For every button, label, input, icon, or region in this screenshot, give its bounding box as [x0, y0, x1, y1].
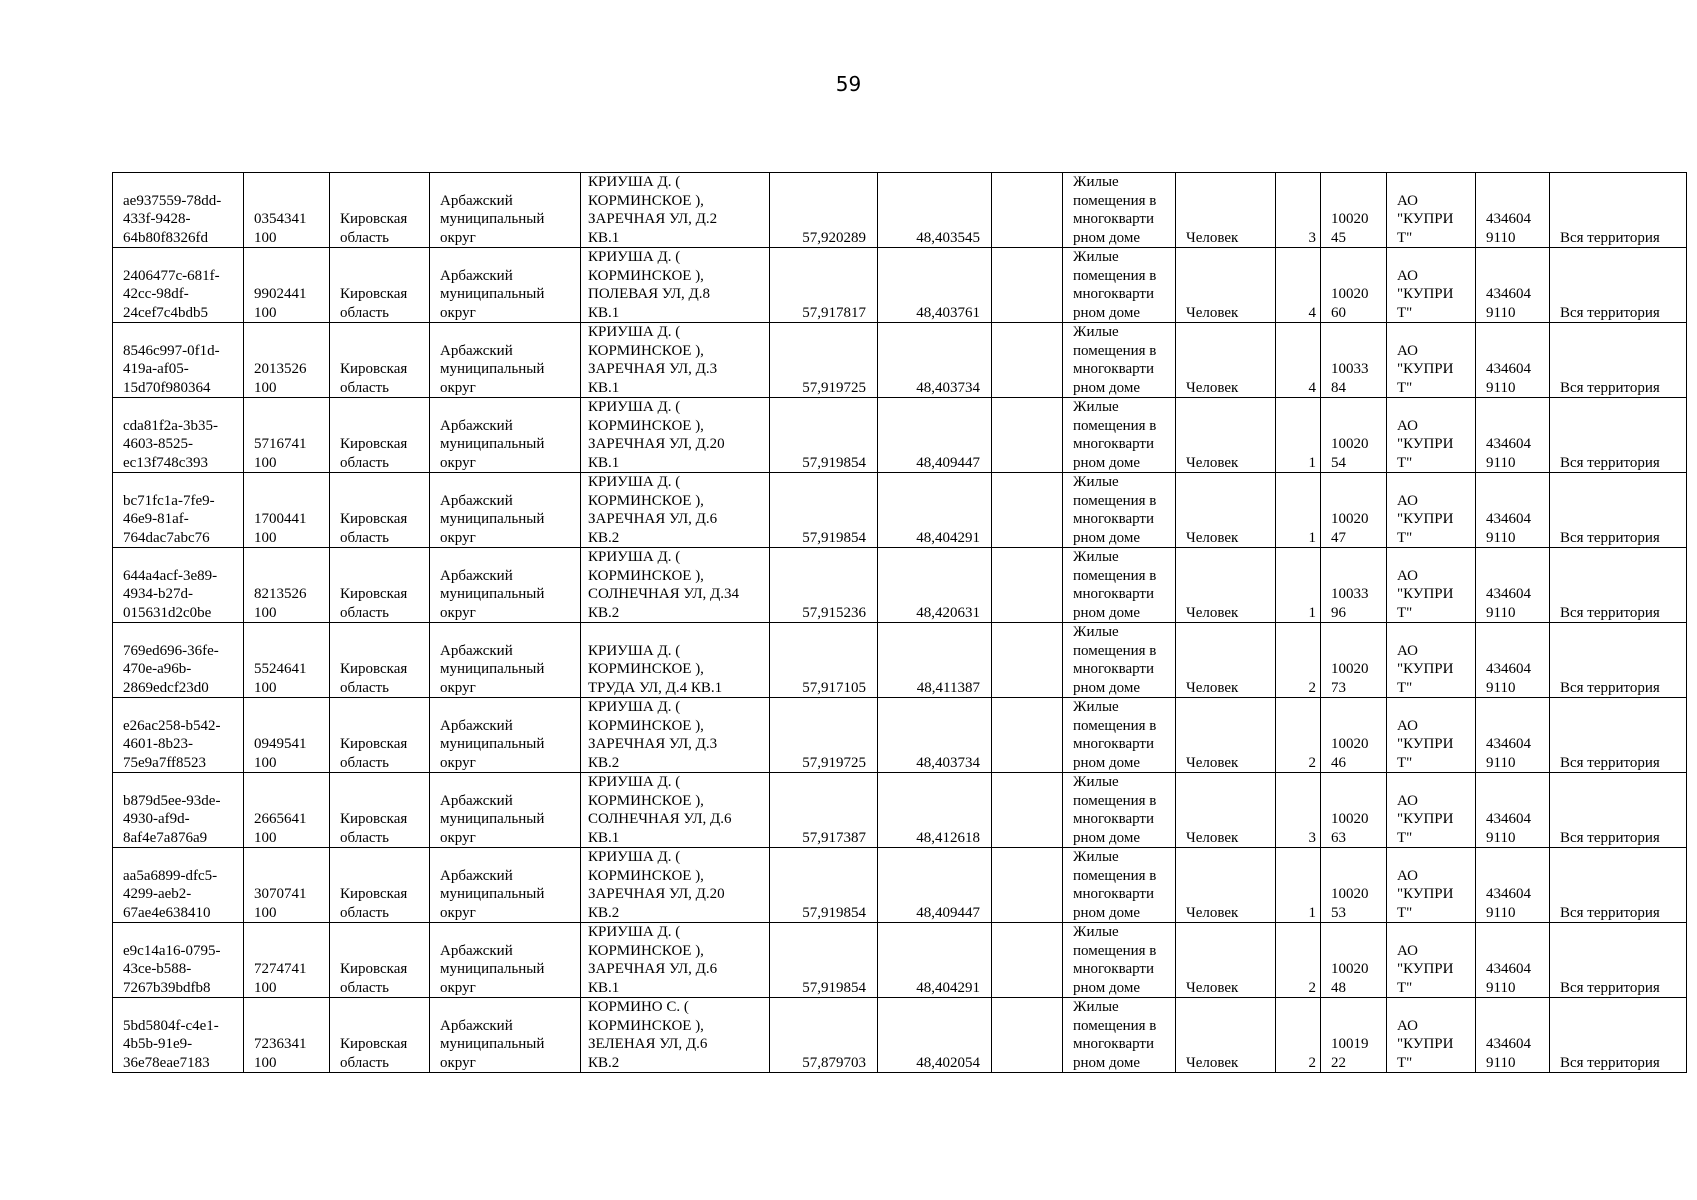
- empty-cell-cell: [992, 848, 1063, 923]
- object-type-cell: Жилые помещения в многокварти рном доме: [1063, 623, 1176, 698]
- organization-cell: АО "КУПРИ Т": [1387, 698, 1476, 773]
- unit-cell: Человек: [1176, 398, 1276, 473]
- address-cell: КРИУША Д. ( КОРМИНСКОЕ ), ЗАРЕЧНАЯ УЛ, Д.6 КВ.1: [581, 923, 770, 998]
- region-cell: Кировская область: [330, 398, 430, 473]
- latitude-cell: 57,879703: [770, 998, 878, 1073]
- record-id-cell: 5bd5804f-c4e1- 4b5b-91e9- 36e78eae7183: [113, 998, 244, 1073]
- record-code-cell: 8213526 100: [244, 548, 330, 623]
- district-cell: Арбажский муниципальный округ: [430, 623, 581, 698]
- inn-cell: 434604 9110: [1476, 473, 1550, 548]
- address-cell: КРИУША Д. ( КОРМИНСКОЕ ), ЗАРЕЧНАЯ УЛ, Д.3 КВ.2: [581, 698, 770, 773]
- fias-code-cell: 10020 73: [1321, 623, 1387, 698]
- region-cell: Кировская область: [330, 323, 430, 398]
- inn-cell: 434604 9110: [1476, 398, 1550, 473]
- table-row: [113, 923, 1687, 998]
- table-row: [113, 173, 1687, 248]
- record-code-cell: 2665641 100: [244, 773, 330, 848]
- resident-count-cell: 4: [1276, 323, 1321, 398]
- territory-cell: Вся территория: [1550, 323, 1687, 398]
- record-code-cell: 2013526 100: [244, 323, 330, 398]
- fias-code-cell: 10020 47: [1321, 473, 1387, 548]
- fias-code-cell: 10020 46: [1321, 698, 1387, 773]
- object-type-cell: Жилые помещения в многокварти рном доме: [1063, 998, 1176, 1073]
- address-cell: КРИУША Д. ( КОРМИНСКОЕ ), ЗАРЕЧНАЯ УЛ, Д.2 КВ.1: [581, 173, 770, 248]
- table-row: [113, 548, 1687, 623]
- table-row: [113, 623, 1687, 698]
- territory-cell: Вся территория: [1550, 173, 1687, 248]
- object-type-cell: Жилые помещения в многокварти рном доме: [1063, 323, 1176, 398]
- organization-cell: АО "КУПРИ Т": [1387, 473, 1476, 548]
- district-cell: Арбажский муниципальный округ: [430, 323, 581, 398]
- territory-cell: Вся территория: [1550, 473, 1687, 548]
- longitude-cell: 48,403545: [878, 173, 992, 248]
- fias-code-cell: 10020 54: [1321, 398, 1387, 473]
- fias-code-cell: 10020 45: [1321, 173, 1387, 248]
- fias-code-cell: 10019 22: [1321, 998, 1387, 1073]
- address-cell: КРИУША Д. ( КОРМИНСКОЕ ), СОЛНЕЧНАЯ УЛ, Д.34 КВ.2: [581, 548, 770, 623]
- empty-cell-cell: [992, 398, 1063, 473]
- record-id-cell: 2406477c-681f- 42cc-98df- 24cef7c4bdb5: [113, 248, 244, 323]
- region-cell: Кировская область: [330, 923, 430, 998]
- inn-cell: 434604 9110: [1476, 623, 1550, 698]
- record-id-cell: e26ac258-b542- 4601-8b23- 75e9a7ff8523: [113, 698, 244, 773]
- longitude-cell: 48,403734: [878, 698, 992, 773]
- inn-cell: 434604 9110: [1476, 848, 1550, 923]
- address-cell: КРИУША Д. ( КОРМИНСКОЕ ), ЗАРЕЧНАЯ УЛ, Д.3 КВ.1: [581, 323, 770, 398]
- table-row: [113, 848, 1687, 923]
- object-type-cell: Жилые помещения в многокварти рном доме: [1063, 473, 1176, 548]
- record-id-cell: cda81f2a-3b35- 4603-8525- ec13f748c393: [113, 398, 244, 473]
- unit-cell: Человек: [1176, 323, 1276, 398]
- territory-cell: Вся территория: [1550, 698, 1687, 773]
- address-cell: КОРМИНО С. ( КОРМИНСКОЕ ), ЗЕЛЕНАЯ УЛ, Д.6 КВ.2: [581, 998, 770, 1073]
- table-row: [113, 473, 1687, 548]
- empty-cell-cell: [992, 623, 1063, 698]
- region-cell: Кировская область: [330, 248, 430, 323]
- region-cell: Кировская область: [330, 698, 430, 773]
- latitude-cell: 57,917105: [770, 623, 878, 698]
- resident-count-cell: 3: [1276, 173, 1321, 248]
- fias-code-cell: 10020 48: [1321, 923, 1387, 998]
- record-code-cell: 7274741 100: [244, 923, 330, 998]
- page-number: 59: [835, 72, 862, 96]
- inn-cell: 434604 9110: [1476, 998, 1550, 1073]
- district-cell: Арбажский муниципальный округ: [430, 173, 581, 248]
- resident-count-cell: 3: [1276, 773, 1321, 848]
- unit-cell: Человек: [1176, 848, 1276, 923]
- table-row: [113, 323, 1687, 398]
- resident-count-cell: 1: [1276, 473, 1321, 548]
- resident-count-cell: 1: [1276, 848, 1321, 923]
- territory-cell: Вся территория: [1550, 248, 1687, 323]
- table-row: [113, 773, 1687, 848]
- object-type-cell: Жилые помещения в многокварти рном доме: [1063, 698, 1176, 773]
- record-code-cell: 0949541 100: [244, 698, 330, 773]
- latitude-cell: 57,919854: [770, 848, 878, 923]
- record-code-cell: 9902441 100: [244, 248, 330, 323]
- address-cell: КРИУША Д. ( КОРМИНСКОЕ ), ТРУДА УЛ, Д.4 КВ.1: [581, 623, 770, 698]
- resident-count-cell: 1: [1276, 548, 1321, 623]
- unit-cell: Человек: [1176, 248, 1276, 323]
- organization-cell: АО "КУПРИ Т": [1387, 848, 1476, 923]
- inn-cell: 434604 9110: [1476, 548, 1550, 623]
- district-cell: Арбажский муниципальный округ: [430, 998, 581, 1073]
- object-type-cell: Жилые помещения в многокварти рном доме: [1063, 398, 1176, 473]
- territory-cell: Вся территория: [1550, 548, 1687, 623]
- latitude-cell: 57,920289: [770, 173, 878, 248]
- empty-cell-cell: [992, 923, 1063, 998]
- region-cell: Кировская область: [330, 773, 430, 848]
- record-id-cell: b879d5ee-93de- 4930-af9d- 8af4e7a876a9: [113, 773, 244, 848]
- empty-cell-cell: [992, 698, 1063, 773]
- district-cell: Арбажский муниципальный округ: [430, 548, 581, 623]
- object-type-cell: Жилые помещения в многокварти рном доме: [1063, 548, 1176, 623]
- longitude-cell: 48,402054: [878, 998, 992, 1073]
- region-cell: Кировская область: [330, 548, 430, 623]
- organization-cell: АО "КУПРИ Т": [1387, 548, 1476, 623]
- address-cell: КРИУША Д. ( КОРМИНСКОЕ ), ПОЛЕВАЯ УЛ, Д.8 КВ.1: [581, 248, 770, 323]
- longitude-cell: 48,412618: [878, 773, 992, 848]
- organization-cell: АО "КУПРИ Т": [1387, 998, 1476, 1073]
- empty-cell-cell: [992, 323, 1063, 398]
- region-cell: Кировская область: [330, 848, 430, 923]
- longitude-cell: 48,409447: [878, 848, 992, 923]
- fias-code-cell: 10020 53: [1321, 848, 1387, 923]
- region-cell: Кировская область: [330, 473, 430, 548]
- organization-cell: АО "КУПРИ Т": [1387, 323, 1476, 398]
- empty-cell-cell: [992, 473, 1063, 548]
- territory-cell: Вся территория: [1550, 848, 1687, 923]
- fias-code-cell: 10033 84: [1321, 323, 1387, 398]
- inn-cell: 434604 9110: [1476, 698, 1550, 773]
- district-cell: Арбажский муниципальный округ: [430, 923, 581, 998]
- unit-cell: Человек: [1176, 473, 1276, 548]
- table-row: [113, 398, 1687, 473]
- unit-cell: Человек: [1176, 773, 1276, 848]
- resident-count-cell: 1: [1276, 398, 1321, 473]
- fias-code-cell: 10020 63: [1321, 773, 1387, 848]
- longitude-cell: 48,420631: [878, 548, 992, 623]
- empty-cell-cell: [992, 773, 1063, 848]
- record-id-cell: ae937559-78dd- 433f-9428- 64b80f8326fd: [113, 173, 244, 248]
- register-table: [112, 172, 1687, 1073]
- empty-cell-cell: [992, 173, 1063, 248]
- inn-cell: 434604 9110: [1476, 323, 1550, 398]
- record-code-cell: 5524641 100: [244, 623, 330, 698]
- record-id-cell: e9c14a16-0795- 43ce-b588- 7267b39bdfb8: [113, 923, 244, 998]
- organization-cell: АО "КУПРИ Т": [1387, 623, 1476, 698]
- district-cell: Арбажский муниципальный округ: [430, 773, 581, 848]
- resident-count-cell: 2: [1276, 998, 1321, 1073]
- latitude-cell: 57,919854: [770, 923, 878, 998]
- longitude-cell: 48,403761: [878, 248, 992, 323]
- resident-count-cell: 4: [1276, 248, 1321, 323]
- resident-count-cell: 2: [1276, 623, 1321, 698]
- fias-code-cell: 10020 60: [1321, 248, 1387, 323]
- latitude-cell: 57,917387: [770, 773, 878, 848]
- organization-cell: АО "КУПРИ Т": [1387, 398, 1476, 473]
- address-cell: КРИУША Д. ( КОРМИНСКОЕ ), ЗАРЕЧНАЯ УЛ, Д.20 КВ.2: [581, 848, 770, 923]
- record-code-cell: 7236341 100: [244, 998, 330, 1073]
- unit-cell: Человек: [1176, 923, 1276, 998]
- territory-cell: Вся территория: [1550, 773, 1687, 848]
- table-row: [113, 248, 1687, 323]
- longitude-cell: 48,404291: [878, 923, 992, 998]
- inn-cell: 434604 9110: [1476, 248, 1550, 323]
- address-cell: КРИУША Д. ( КОРМИНСКОЕ ), ЗАРЕЧНАЯ УЛ, Д.20 КВ.1: [581, 398, 770, 473]
- organization-cell: АО "КУПРИ Т": [1387, 248, 1476, 323]
- object-type-cell: Жилые помещения в многокварти рном доме: [1063, 848, 1176, 923]
- latitude-cell: 57,919725: [770, 323, 878, 398]
- latitude-cell: 57,919854: [770, 473, 878, 548]
- empty-cell-cell: [992, 548, 1063, 623]
- resident-count-cell: 2: [1276, 698, 1321, 773]
- territory-cell: Вся территория: [1550, 923, 1687, 998]
- district-cell: Арбажский муниципальный округ: [430, 848, 581, 923]
- resident-count-cell: 2: [1276, 923, 1321, 998]
- inn-cell: 434604 9110: [1476, 173, 1550, 248]
- district-cell: Арбажский муниципальный округ: [430, 248, 581, 323]
- fias-code-cell: 10033 96: [1321, 548, 1387, 623]
- unit-cell: Человек: [1176, 623, 1276, 698]
- district-cell: Арбажский муниципальный округ: [430, 473, 581, 548]
- address-cell: КРИУША Д. ( КОРМИНСКОЕ ), ЗАРЕЧНАЯ УЛ, Д.6 КВ.2: [581, 473, 770, 548]
- organization-cell: АО "КУПРИ Т": [1387, 923, 1476, 998]
- district-cell: Арбажский муниципальный округ: [430, 698, 581, 773]
- record-id-cell: bc71fc1a-7fe9- 46e9-81af- 764dac7abc76: [113, 473, 244, 548]
- longitude-cell: 48,404291: [878, 473, 992, 548]
- region-cell: Кировская область: [330, 623, 430, 698]
- register-rows: [113, 173, 1687, 1073]
- region-cell: Кировская область: [330, 998, 430, 1073]
- latitude-cell: 57,915236: [770, 548, 878, 623]
- inn-cell: 434604 9110: [1476, 923, 1550, 998]
- record-id-cell: 769ed696-36fe- 470e-a96b- 2869edcf23d0: [113, 623, 244, 698]
- unit-cell: Человек: [1176, 998, 1276, 1073]
- object-type-cell: Жилые помещения в многокварти рном доме: [1063, 773, 1176, 848]
- region-cell: Кировская область: [330, 173, 430, 248]
- address-cell: КРИУША Д. ( КОРМИНСКОЕ ), СОЛНЕЧНАЯ УЛ, Д.6 КВ.1: [581, 773, 770, 848]
- record-id-cell: 644a4acf-3e89- 4934-b27d- 015631d2c0be: [113, 548, 244, 623]
- object-type-cell: Жилые помещения в многокварти рном доме: [1063, 173, 1176, 248]
- record-code-cell: 3070741 100: [244, 848, 330, 923]
- object-type-cell: Жилые помещения в многокварти рном доме: [1063, 248, 1176, 323]
- record-id-cell: 8546c997-0f1d- 419a-af05- 15d70f980364: [113, 323, 244, 398]
- unit-cell: Человек: [1176, 173, 1276, 248]
- latitude-cell: 57,919854: [770, 398, 878, 473]
- territory-cell: Вся территория: [1550, 998, 1687, 1073]
- unit-cell: Человек: [1176, 548, 1276, 623]
- record-code-cell: 1700441 100: [244, 473, 330, 548]
- territory-cell: Вся территория: [1550, 398, 1687, 473]
- longitude-cell: 48,403734: [878, 323, 992, 398]
- object-type-cell: Жилые помещения в многокварти рном доме: [1063, 923, 1176, 998]
- latitude-cell: 57,919725: [770, 698, 878, 773]
- inn-cell: 434604 9110: [1476, 773, 1550, 848]
- organization-cell: АО "КУПРИ Т": [1387, 773, 1476, 848]
- empty-cell-cell: [992, 998, 1063, 1073]
- record-id-cell: aa5a6899-dfc5- 4299-aeb2- 67ae4e638410: [113, 848, 244, 923]
- table-row: [113, 698, 1687, 773]
- organization-cell: АО "КУПРИ Т": [1387, 173, 1476, 248]
- unit-cell: Человек: [1176, 698, 1276, 773]
- longitude-cell: 48,411387: [878, 623, 992, 698]
- table-row: [113, 998, 1687, 1073]
- longitude-cell: 48,409447: [878, 398, 992, 473]
- empty-cell-cell: [992, 248, 1063, 323]
- district-cell: Арбажский муниципальный округ: [430, 398, 581, 473]
- record-code-cell: 5716741 100: [244, 398, 330, 473]
- territory-cell: Вся территория: [1550, 623, 1687, 698]
- record-code-cell: 0354341 100: [244, 173, 330, 248]
- latitude-cell: 57,917817: [770, 248, 878, 323]
